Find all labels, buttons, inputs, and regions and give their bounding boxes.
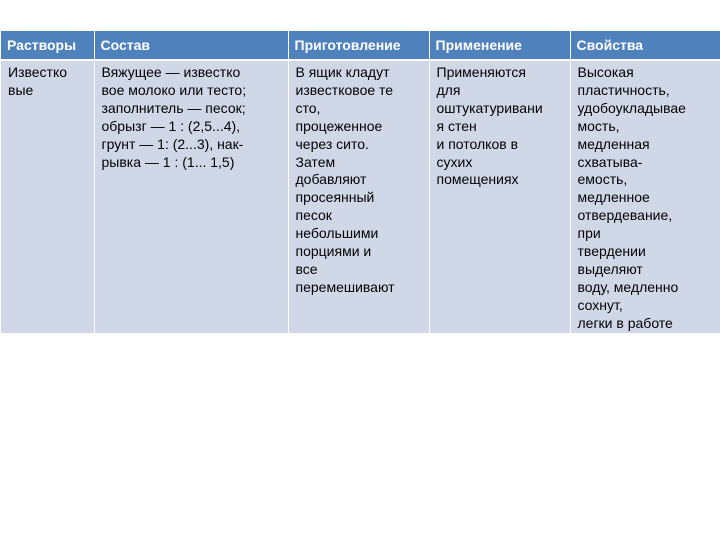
- header-composition: Состав: [94, 31, 288, 60]
- header-properties: Свойства: [570, 31, 720, 60]
- header-mortars: Растворы: [1, 31, 94, 60]
- cell-properties-text: Высокая пластичность, удобоукладывае мость, медленная схватыва- емость, медленное отвердевание, при твердении выделяют воду, медленно сохнут, легки в работе: [577, 64, 686, 331]
- cell-preparation: [288, 60, 429, 333]
- cell-application-text: Применяются для оштукатуривани я стен и потолков в сухих помещениях: [436, 64, 543, 188]
- cell-composition-text: Вяжущее — известко вое молоко или тесто; заполнитель — песок; обрызг — 1 : (2,5...4), грунт — 1: (2...3), нак- рывка — 1 : (1... 1,5): [101, 64, 247, 170]
- mortar-table: [1, 31, 720, 333]
- header-preparation: Приготовление: [288, 31, 429, 60]
- header-application: Применение: [429, 31, 570, 60]
- cell-mortar-type: [1, 60, 94, 333]
- cell-application: [429, 60, 570, 333]
- cell-mortar-type-text: Известко вые: [8, 64, 68, 98]
- table-row: [1, 60, 720, 333]
- cell-properties: [570, 60, 720, 333]
- table-header-row: [1, 31, 720, 60]
- cell-preparation-text: В ящик кладут известковое те сто, процеженное через сито. Затем добавляют просеянный песок небольшими порциями и все перемешивают: [295, 64, 395, 295]
- cell-composition: [94, 60, 288, 333]
